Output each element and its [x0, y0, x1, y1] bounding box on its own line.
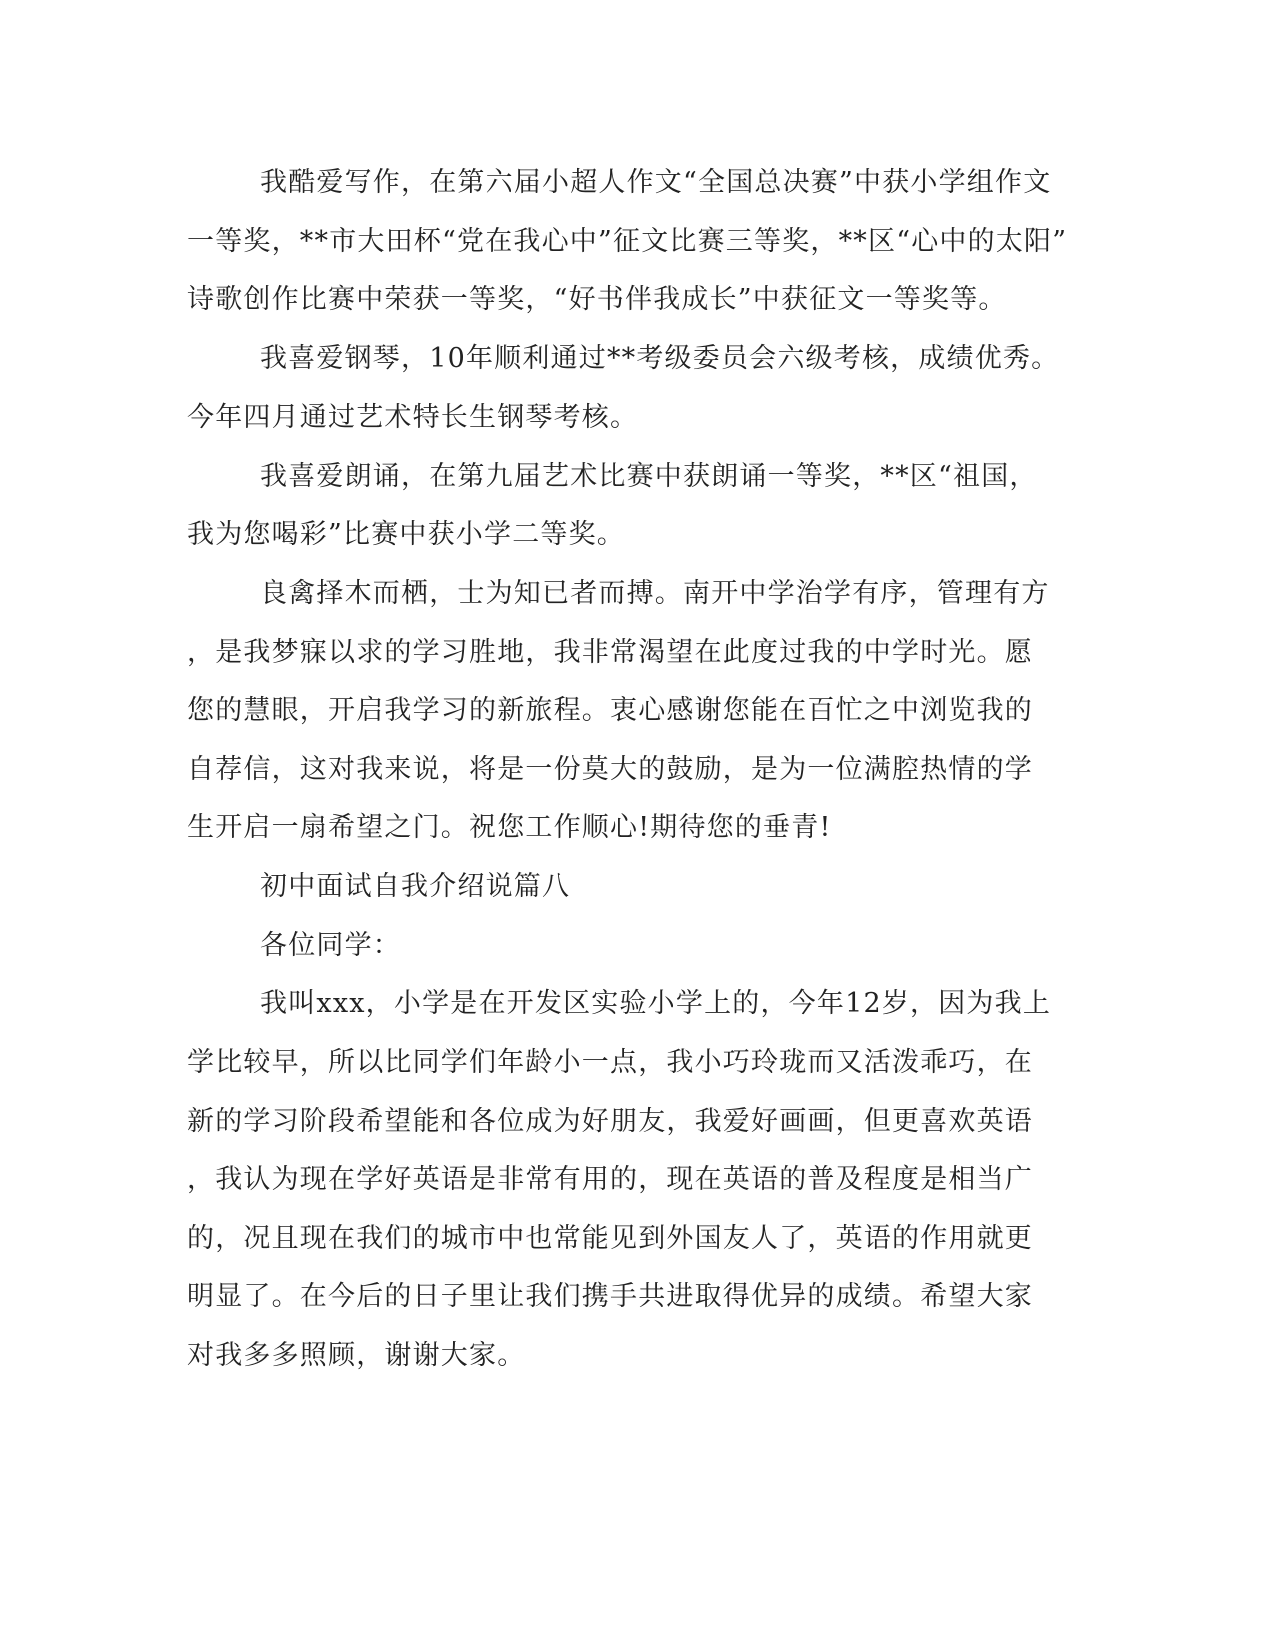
text-line: 一等奖，**市大田杯“党在我心中”征文比赛三等奖，**区“心中的太阳” [187, 226, 1068, 257]
text-line: 诗歌创作比赛中荣获一等奖，“好书伴我成长”中获征文一等奖等。 [187, 284, 1007, 315]
text-line: 学比较早，所以比同学们年龄小一点，我小巧玲珑而又活泼乖巧，在 [187, 1047, 1033, 1078]
text-line: ，是我梦寐以求的学习胜地，我非常渴望在此度过我的中学时光。愿 [187, 637, 1033, 668]
text-line: 自荐信，这对我来说，将是一份莫大的鼓励，是为一位满腔热情的学 [187, 754, 1033, 785]
text-line: 良禽择木而栖，士为知已者而搏。南开中学治学有序，管理有方 [260, 578, 1050, 609]
salutation: 各位同学： [260, 930, 401, 961]
text-line: ，我认为现在学好英语是非常有用的，现在英语的普及程度是相当广 [187, 1164, 1033, 1195]
text-line: 的，况且现在我们的城市中也常能见到外国友人了，英语的作用就更 [187, 1223, 1033, 1254]
text-line: 新的学习阶段希望能和各位成为好朋友，我爱好画画，但更喜欢英语 [187, 1106, 1033, 1137]
text-line: 我酷爱写作，在第六届小超人作文“全国总决赛”中获小学组作文 [260, 167, 1052, 198]
text-line: 我叫xxx，小学是在开发区实验小学上的，今年12岁，因为我上 [260, 988, 1052, 1019]
text-line: 明显了。在今后的日子里让我们携手共进取得优异的成绩。希望大家 [187, 1281, 1033, 1312]
text-line: 对我多多照顾，谢谢大家。 [187, 1340, 526, 1371]
text-line: 您的慧眼，开启我学习的新旅程。衷心感谢您能在百忙之中浏览我的 [187, 695, 1033, 726]
text-line: 我喜爱朗诵，在第九届艺术比赛中获朗诵一等奖，**区“祖国， [260, 461, 1038, 492]
text-line: 我喜爱钢琴，10年顺利通过**考级委员会六级考核，成绩优秀。 [260, 343, 1060, 374]
text-line: 我为您喝彩”比赛中获小学二等奖。 [187, 519, 626, 550]
section-heading: 初中面试自我介绍说篇八 [260, 871, 571, 902]
text-line: 生开启一扇希望之门。祝您工作顺心!期待您的垂青! [187, 812, 832, 843]
text-line: 今年四月通过艺术特长生钢琴考核。 [187, 402, 639, 433]
